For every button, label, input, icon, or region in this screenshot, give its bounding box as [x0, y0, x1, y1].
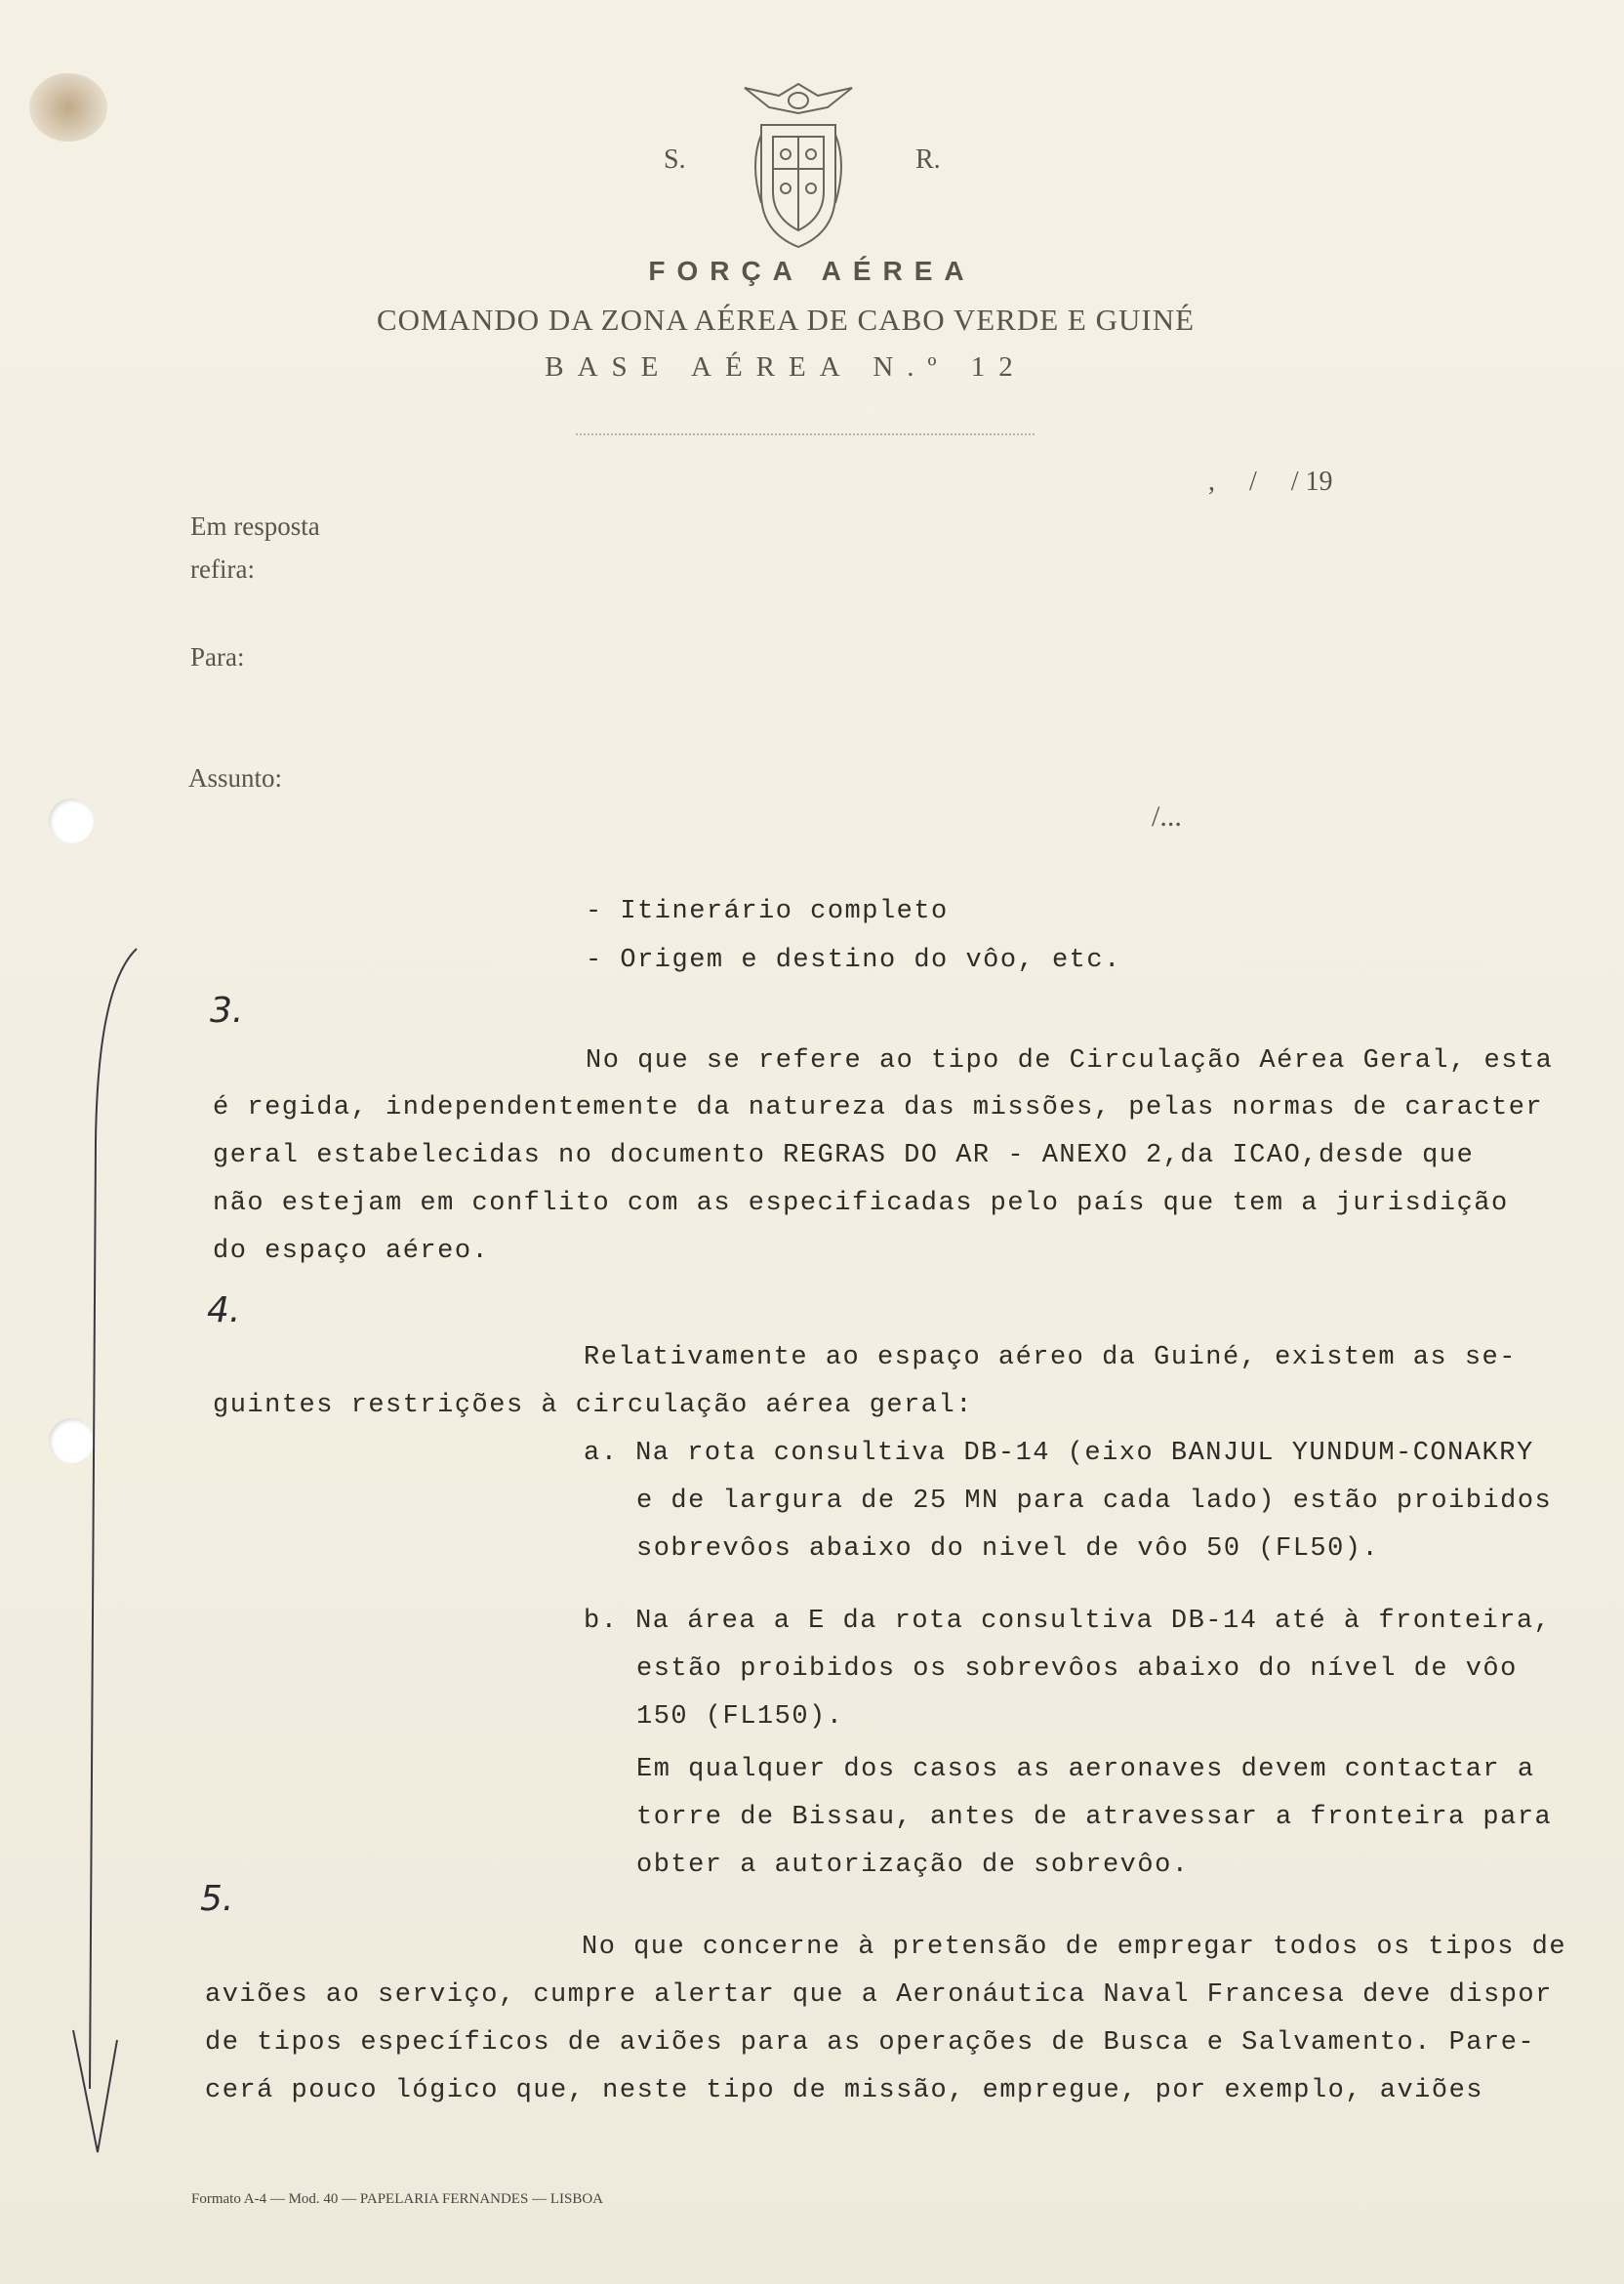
- item-a-line-1: a. Na rota consultiva DB-14 (eixo BANJUL YUNDUM-CONAKRY: [584, 1439, 1534, 1468]
- para5-line-4: cerá pouco lógico que, neste tipo de missão, empregue, por exemplo, aviões: [205, 2076, 1483, 2105]
- para3-line-1: No que se refere ao tipo de Circulação Aérea Geral, esta: [586, 1046, 1554, 1076]
- para3-line-3: geral estabelecidas no documento REGRAS DO AR - ANEXO 2,da ICAO,desde que: [213, 1141, 1475, 1170]
- para3-line-2: é regida, independentemente da natureza das missões, pelas normas de caracter: [213, 1093, 1544, 1122]
- item-b-line-2: estão proibidos os sobrevôos abaixo do nível de vôo: [636, 1654, 1518, 1684]
- para5-line-1: No que concerne à pretensão de empregar todos os tipos de: [582, 1933, 1567, 1962]
- rust-stain: [29, 73, 107, 142]
- label-refer: refira:: [190, 554, 255, 584]
- item-a-line-3: sobrevôos abaixo do nivel de vôo 50 (FL50).: [636, 1534, 1380, 1564]
- paragraph-number-3: 3.: [210, 991, 244, 1031]
- item-b-line-6: obter a autorização de sobrevôo.: [636, 1851, 1190, 1880]
- item-a-line-2: e de largura de 25 MN para cada lado) estão proibidos: [636, 1487, 1553, 1516]
- coat-of-arms-seal: [740, 76, 857, 252]
- date-line: , / / 19: [1208, 467, 1333, 497]
- para3-line-5: do espaço aéreo.: [213, 1237, 490, 1266]
- item-origin: - Origem e destino do vôo, etc.: [586, 946, 1121, 975]
- continuation-mark: /...: [1152, 800, 1182, 833]
- para4-line-1: Relativamente ao espaço aéreo da Guiné, existem as se-: [584, 1343, 1517, 1372]
- header-left-initial: S.: [664, 144, 686, 175]
- item-route: - Itinerário completo: [586, 897, 949, 926]
- label-subject: Assunto:: [188, 763, 283, 793]
- para4-line-2: guintes restrições à circulação aérea geral:: [213, 1391, 973, 1420]
- label-reply: Em resposta: [190, 511, 320, 541]
- header-command: COMANDO DA ZONA AÉREA DE CABO VERDE E GUINÉ: [376, 303, 1196, 337]
- label-to: Para:: [190, 642, 245, 672]
- item-b-line-5: torre de Bissau, antes de atravessar a fronteira para: [636, 1803, 1553, 1832]
- para5-line-3: de tipos específicos de aviões para as operações de Busca e Salvamento. Pare-: [205, 2028, 1536, 2058]
- punch-hole-top: [49, 798, 94, 843]
- paragraph-number-5: 5.: [200, 1879, 234, 1919]
- header-dotted-rule: [576, 433, 1035, 435]
- header-right-initial: R.: [915, 144, 941, 175]
- paragraph-number-4: 4.: [207, 1290, 241, 1330]
- para5-line-2: aviões ao serviço, cumpre alertar que a Aeronáutica Naval Francesa deve dispor: [205, 1980, 1553, 2010]
- header-base: BASE AÉREA N.º 12: [545, 351, 1027, 383]
- header-title: FORÇA AÉREA: [648, 256, 976, 286]
- item-b-line-1: b. Na área a E da rota consultiva DB-14 até à fronteira,: [584, 1607, 1552, 1636]
- para3-line-4: não estejam em conflito com as especificadas pelo país que tem a jurisdição: [213, 1189, 1509, 1218]
- item-b-line-3: 150 (FL150).: [636, 1702, 844, 1732]
- item-b-line-4: Em qualquer dos casos as aeronaves devem contactar a: [636, 1755, 1535, 1784]
- form-footer: Formato A-4 — Mod. 40 — PAPELARIA FERNANDES — LISBOA: [191, 2191, 603, 2207]
- margin-bracket-line: [59, 947, 146, 2157]
